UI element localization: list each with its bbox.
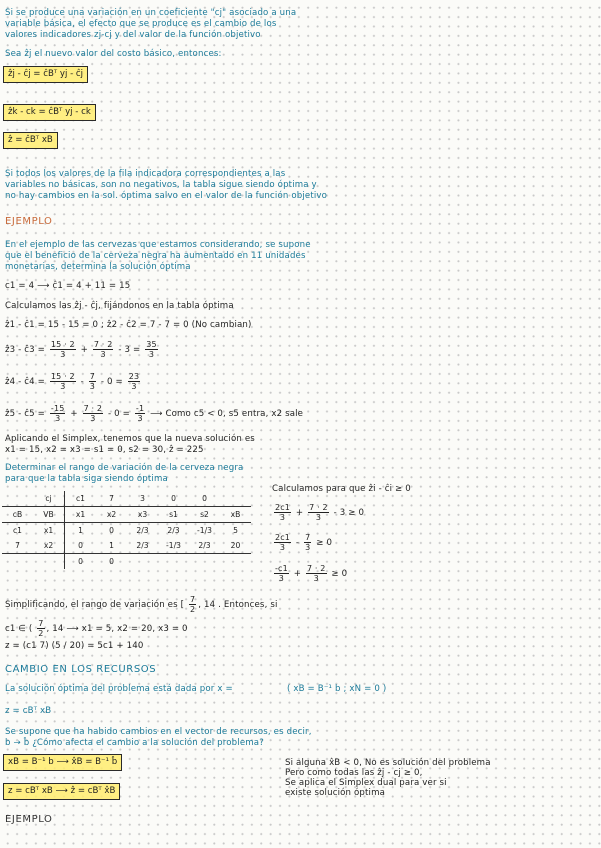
intro-line-2: variable básica, el efecto que se produce es el cambio de los: [5, 19, 277, 29]
right-calc-row-3: [272, 564, 347, 583]
z-line: z = (c1 7) (5 / 20) = 5c1 + 140: [5, 641, 144, 651]
operator: +: [80, 345, 88, 355]
denominator: 3: [305, 543, 311, 552]
table-cell: [220, 554, 251, 570]
table-cell: 20: [230, 540, 241, 550]
denominator: 3: [278, 574, 285, 583]
inequality-tail: ≥ 0: [331, 569, 348, 579]
right-note-4: existe solución óptima: [285, 788, 386, 798]
numerator: 35: [146, 340, 157, 349]
fraction: [135, 404, 145, 423]
table-cell: 7: [96, 491, 127, 507]
denominator: 3: [55, 414, 61, 423]
operator: +: [293, 569, 302, 579]
para-line-1: Si todos los valores de la fila indicadora correspondientes a las: [5, 169, 286, 179]
fraction: [189, 595, 196, 614]
formula-z: z = cBᵀ xB ⟶ ẑ = cBᵀ x̂B: [8, 786, 116, 796]
denominator: 2: [38, 629, 44, 638]
supone-line-2: b → b̂ ¿Cómo afecta el cambio a la solución del problema?: [5, 738, 264, 748]
numerator: 23: [128, 372, 140, 381]
calc-line: Calculamos las ẑj - ĉj, fijándonos en la tabla óptima: [5, 301, 234, 311]
operator: -: [80, 377, 84, 387]
formula-box-1: [3, 66, 88, 83]
table-cell: 0: [96, 554, 127, 570]
table-row: [2, 538, 251, 554]
fraction: [274, 564, 289, 583]
table-cell: c1: [65, 491, 97, 507]
table-cell: [2, 554, 33, 570]
table-cell: 2/3: [136, 540, 149, 550]
z3-equation: [5, 340, 160, 359]
intro-line-1: Si se produce una variación en un coeficiente "cj" asociado a una: [5, 8, 297, 18]
z4-lhs: ẑ4 - ĉ4 =: [5, 377, 46, 387]
z3-lhs: ẑ3 - ĉ3 =: [5, 345, 46, 355]
solution-line: x1 = 15, x2 = x3 = s1 = 0, s2 = 30, ẑ = 225: [5, 445, 204, 455]
operator: +: [295, 508, 304, 518]
opt-sol-line: La solución óptima del problema está dada por x =: [5, 684, 233, 694]
section-title-cambio: CAMBIO EN LOS RECURSOS: [5, 664, 157, 675]
fraction: [304, 533, 311, 552]
numerator: -15: [50, 404, 65, 413]
denominator: 3: [89, 382, 96, 391]
table-cell: 0: [158, 491, 189, 507]
example-line-1: En el ejemplo de las cervezas que estamos considerando, se supone: [5, 240, 311, 250]
section-title-ejemplo-2: EJEMPLO: [5, 814, 53, 825]
fraction: [274, 503, 291, 522]
formula-box-xb: [3, 754, 122, 771]
table-cell: 5: [233, 525, 238, 535]
denominator: 3: [279, 543, 286, 552]
numerator: 7: [89, 372, 96, 381]
numerator: 7: [38, 619, 44, 628]
denominator: 3: [60, 382, 66, 391]
numerator: 15 · 2: [50, 372, 75, 381]
table-cell: xB: [220, 507, 251, 523]
simplex-line: Aplicando el Simplex, tenemos que la nueva solución es: [5, 434, 255, 444]
right-note-3: Se aplica el Simplex dual para ver si: [285, 778, 447, 788]
range-text: Simplificando, el rango de variación es: [5, 600, 178, 610]
table-cell: x1: [43, 525, 54, 535]
table-cell: s2: [189, 507, 220, 523]
numerator: 7: [305, 533, 311, 542]
denominator: 3: [60, 350, 66, 359]
fraction: [145, 340, 157, 359]
denominator: 3: [100, 350, 106, 359]
formula-2: ẑk - ck = ĉBᵀ yj - ck: [8, 107, 91, 117]
table-cell: 0: [109, 525, 114, 535]
table-cell: VB: [33, 507, 65, 523]
fraction: [37, 619, 44, 638]
fraction: [274, 533, 291, 552]
operator: +: [70, 409, 78, 419]
right-note-2: Pero como todas las ẑj - cj ≥ 0,: [285, 768, 423, 778]
numerator: 7 · 2: [306, 564, 326, 573]
table-cell: x3: [127, 507, 158, 523]
formula-3: ẑ = ĉBᵀ xB: [8, 135, 53, 145]
denominator: 3: [90, 414, 96, 423]
numerator: 15 · 2: [50, 340, 75, 349]
formula-xb: xB = B⁻¹ b ⟶ x̂B = B⁻¹ b̂: [8, 757, 118, 767]
table-cell: [220, 491, 251, 507]
range-text: c1 ∈: [5, 624, 27, 634]
c1-range-line: c1 ∈ ( $\frac{7}{2}$ , 14 ⟶ x1 = 5, x2 = 20, x3 = 0: [5, 619, 188, 638]
numerator: 7 · 2: [93, 340, 113, 349]
opt-sol-right: ( xB = B⁻¹ b ; xN = 0 ): [287, 684, 387, 694]
fraction: [128, 372, 140, 391]
table-cell: 0: [65, 554, 97, 570]
table-cell: [127, 554, 158, 570]
denominator: 3: [148, 350, 155, 359]
fraction: [83, 404, 104, 423]
table-cell: s1: [158, 507, 189, 523]
table-header-row: [2, 491, 251, 507]
supone-line-1: Se supone que ha habido cambios en el vector de recursos, es decir,: [5, 727, 312, 737]
denominator: 2: [190, 605, 196, 614]
range-text-end: , 14 ⟶ x1 = 5, x2 = 20, x3 = 0: [46, 624, 188, 634]
table-cell: cB: [2, 507, 33, 523]
fraction: [50, 404, 66, 423]
table-row: [2, 507, 251, 523]
table-row: [2, 554, 251, 570]
table-row: [2, 523, 251, 539]
range-text-end: , 14 . Entonces, si: [198, 600, 278, 610]
simplex-table: [2, 491, 251, 569]
denominator: 3: [131, 382, 137, 391]
formula-box-3: [3, 132, 58, 149]
numerator: 7 · 2: [309, 503, 328, 512]
table-cell: 3: [127, 491, 158, 507]
para-line-3: no hay cambios en la sol. óptima salvo en el valor de la función objetivo: [5, 191, 328, 201]
table-cell: -1/3: [197, 525, 212, 535]
right-calc-title: Calculamos para que ẑi - ĉi ≥ 0: [272, 484, 411, 494]
operator: - 3 =: [118, 345, 141, 355]
table-cell: x2: [43, 540, 54, 550]
table-cell: [33, 554, 65, 570]
table-cell: 1: [65, 523, 97, 539]
example-line-3: monetarias, determina la solución óptima: [5, 262, 191, 272]
simplificando-line: Simplificando, el rango de variación es [ $\frac{7}{2}$ , 14 . Entonces, si: [5, 595, 278, 614]
denominator: 3: [315, 513, 322, 522]
table-cell: 1: [109, 540, 114, 550]
table-cell: 0: [65, 538, 97, 554]
numerator: -c1: [275, 564, 288, 573]
section-title-ejemplo: EJEMPLO: [5, 216, 53, 227]
fraction: [50, 372, 76, 391]
fraction: [306, 564, 327, 583]
fraction: [93, 340, 114, 359]
denominator: 3: [137, 414, 143, 423]
operator: -: [295, 538, 300, 548]
table-cell: 2/3: [136, 525, 149, 535]
numerator: 2c1: [275, 533, 291, 542]
z-cb-line: z = cBᵀ xB: [5, 706, 52, 716]
intro-line-3: valores indicadores zj-cj y del valor de la función objetivo: [5, 30, 261, 40]
operator: - 0 =: [100, 377, 123, 387]
z5-conclusion: ⟶ Como c5 < 0, s5 entra, x2 sale: [150, 409, 304, 419]
table-cell: [158, 554, 189, 570]
sea-line: Sea ẑj el nuevo valor del costo básico, entonces:: [5, 49, 222, 59]
table-cell: c1: [12, 525, 22, 535]
z5-lhs: ẑ5 - ĉ5 =: [5, 409, 46, 419]
table-cell: x1: [65, 507, 97, 523]
table-cell: x2: [96, 507, 127, 523]
table-cell: 0: [189, 491, 220, 507]
determinar-line-2: para que la tabla siga siendo óptima: [5, 474, 168, 484]
right-calc-row-2: [272, 533, 332, 552]
denominator: 3: [279, 513, 286, 522]
fraction: [89, 372, 96, 391]
example-line-2: que el beneficio de la cerveza negra ha aumentado en 11 unidades: [5, 251, 306, 261]
numerator: 2c1: [275, 503, 291, 512]
inequality-tail: ≥ 0: [316, 538, 333, 548]
numerator: -1: [135, 404, 145, 413]
formula-box-z: [3, 783, 120, 800]
table-cell: 7: [15, 540, 20, 550]
fraction: [308, 503, 329, 522]
table-cell: [189, 554, 220, 570]
table-cell: cj: [33, 491, 65, 507]
inequality-tail: - 3 ≥ 0: [333, 508, 365, 518]
fraction: [50, 340, 76, 359]
table-cell: 2/3: [198, 540, 211, 550]
c1-line: c1 = 4 ⟶ ĉ1 = 4 + 11 = 15: [5, 281, 131, 291]
para-line-2: variables no básicas, son no negativos, la tabla sigue siendo óptima y: [5, 180, 317, 190]
numerator: 7: [190, 595, 196, 604]
denominator: 3: [313, 574, 319, 583]
table-cell: -1/3: [166, 540, 181, 550]
formula-1: ẑj - ĉj = ĉBᵀ yj - ĉj: [8, 69, 84, 79]
table-cell: [2, 491, 33, 507]
right-calc-row-1: [272, 503, 364, 522]
formula-box-2: [3, 104, 96, 121]
operator: - 0 =: [108, 409, 131, 419]
right-note-1: Si alguna x̂B < 0, No es solución del problema: [285, 758, 491, 768]
z1-line: ẑ1 - ĉ1 = 15 - 15 = 0 ; ẑ2 - ĉ2 = 7 - 7 = 0 (No cambian): [5, 320, 252, 330]
z4-equation: [5, 372, 142, 391]
determinar-line-1: Determinar el rango de variación de la cerveza negra: [5, 463, 244, 473]
table-cell: 2/3: [167, 525, 180, 535]
z5-equation: [5, 404, 303, 423]
numerator: 7 · 2: [83, 404, 103, 413]
